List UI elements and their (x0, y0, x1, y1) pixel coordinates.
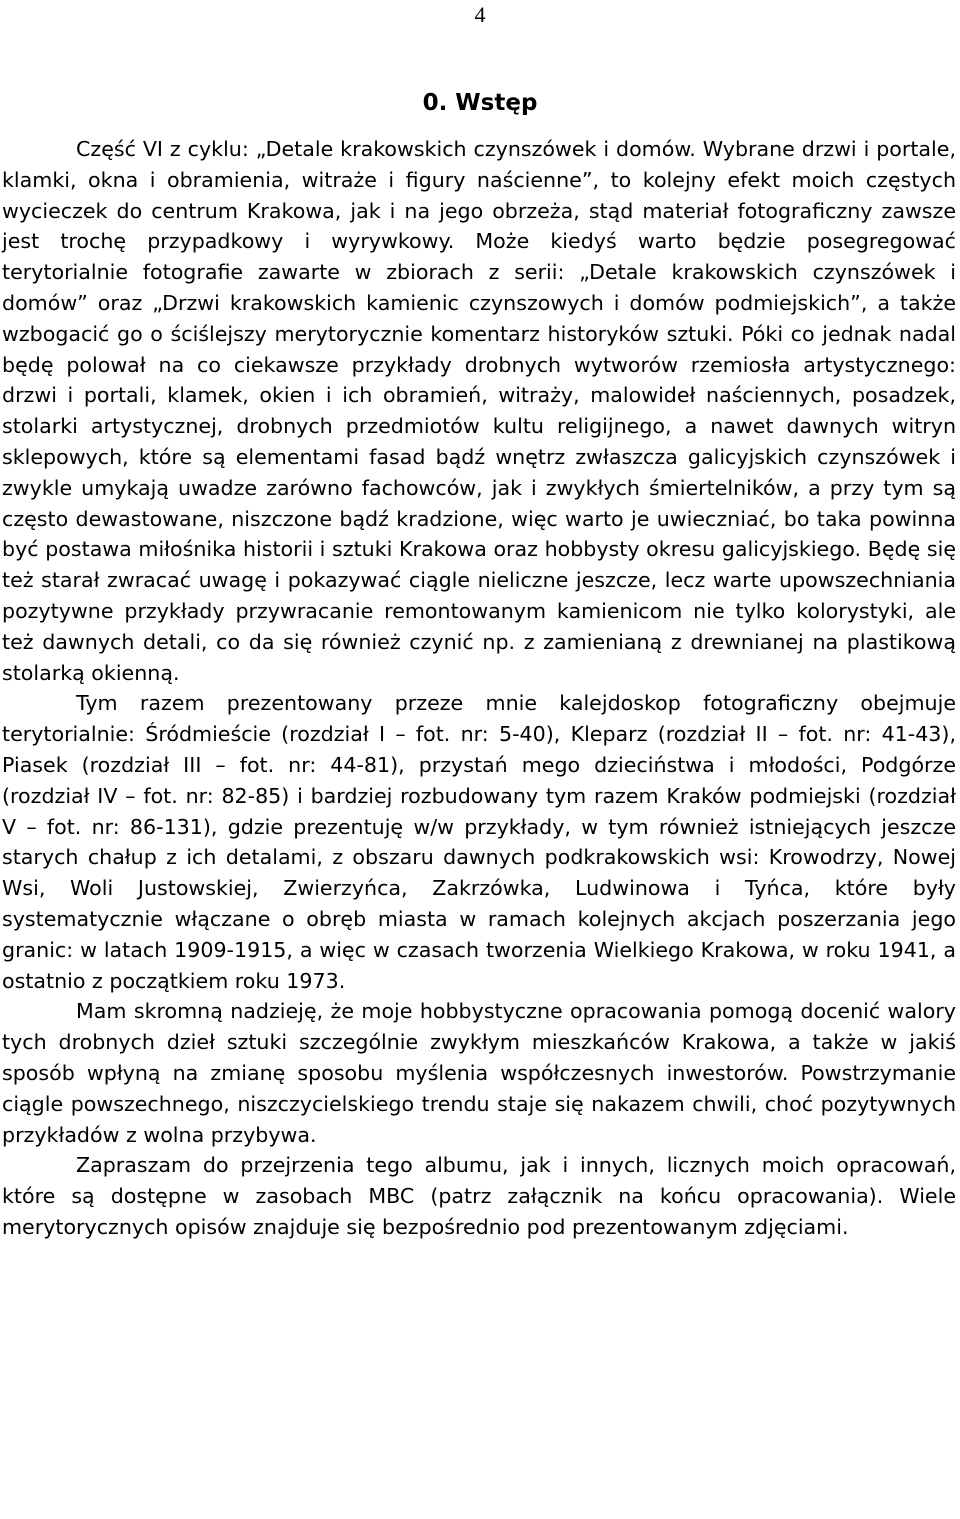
paragraph-hope: Mam skromną nadzieję, że moje hobbystyczne opracowania pomogą docenić walory tych drobnych dzieł sztuki szczególnie zwykłym mieszkańców Krakowa, a także w jakiś sposób wpłyną na zmianę sposobu myślenia współczesnych inwestorów. Powstrzymanie ciągle powszechnego, niszczycielskiego trendu staje się nakazem chwili, choć pozytywnych przykładów z wolna przybywa. (2, 999, 956, 1147)
paragraph-territorial-scope: Tym razem prezentowany przeze mnie kalejdoskop fotograficzny obejmuje terytorialnie: Śródmieście (rozdział I – fot. nr: 5-40), Kleparz (rozdział II – fot. nr: 41-43), Piasek (rozdział III – fot. nr: 44-81), przystań mego dzieciństwa i młodości, Podgórze (rozdział IV – fot. nr: 82-85) i bardziej rozbudowany tym razem Kraków podmiejski (rozdział V – fot. nr: 86-131), gdzie prezentuję w/w przykłady, w tym również istniejących jeszcze starych chałup z ich detalami, z obszaru dawnych podkrakowskich wsi: Krowodrzy, Nowej Wsi, Woli Justowskiej, Zwierzyńca, Zakrzówka, Ludwinowa i Tyńca, które były systematycznie włączane o obręb miasta w ramach kolejnych akcjach poszerzania jego granic: w latach 1909-1915, a więc w czasach tworzenia Wielkiego Krakowa, w roku 1941, a ostatnio z początkiem roku 1973. (2, 691, 956, 993)
page-number: 4 (474, 2, 486, 27)
paragraph-invitation: Zapraszam do przejrzenia tego albumu, jak i innych, licznych moich opracowań, które są dostępne w zasobach MBC (patrz załącznik na końcu opracowania). Wiele merytorycznych opisów znajduje się bezpośrednio pod prezentowanym zdjęciami. (2, 1153, 956, 1239)
body-text (2, 134, 956, 1243)
section-heading: 0. Wstęp (422, 90, 538, 117)
paragraph-introduction: Część VI z cyklu: „Detale krakowskich czynszówek i domów. Wybrane drzwi i portale, klamki, okna i obramienia, witraże i figury naścienne”, to kolejny efekt moich częstych wycieczek do centrum Krakowa, jak i na jego obrzeża, stąd materiał fotograficzny zawsze jest trochę przypadkowy i wyrywkowy. Może kiedyś warto będzie posegregować terytorialnie fotografie zawarte w zbiorach z serii: „Detale krakowskich czynszówek i domów” oraz „Drzwi krakowskich kamienic czynszowych i domów podmiejskich”, a także wzbogacić go o ściślejszy merytorycznie komentarz historyków sztuki. Póki co jednak nadal będę polował na co ciekawsze przykłady drobnych wytworów rzemiosła artystycznego: drzwi i portali, klamek, okien i ich obramień, witraży, malowideł naściennych, posadzek, stolarki artystycznej, drobnych przedmiotów kultu religijnego, a nawet dawnych witryn sklepowych, które są elementami fasad bądź wnętrz zwłaszcza galicyjskich czynszówek i zwykle umykają uwadze zarówno fachowców, jak i zwykłych śmiertelników, a przy tym są często dewastowane, niszczone bądź kradzione, więc warto je uwieczniać, bo taka powinna być postawa miłośnika historii i sztuki Krakowa oraz hobbysty okresu galicyjskiego. Będę się też starał zwracać uwagę i pokazywać ciągle nieliczne jeszcze, lecz warte upowszechniania pozytywne przykłady przywracanie remontowanym kamienicom nie tylko kolorystyki, ale też dawnych detali, co da się również czynić np. z zamienianą z drewnianej na plastikową stolarką okienną. (2, 137, 956, 685)
